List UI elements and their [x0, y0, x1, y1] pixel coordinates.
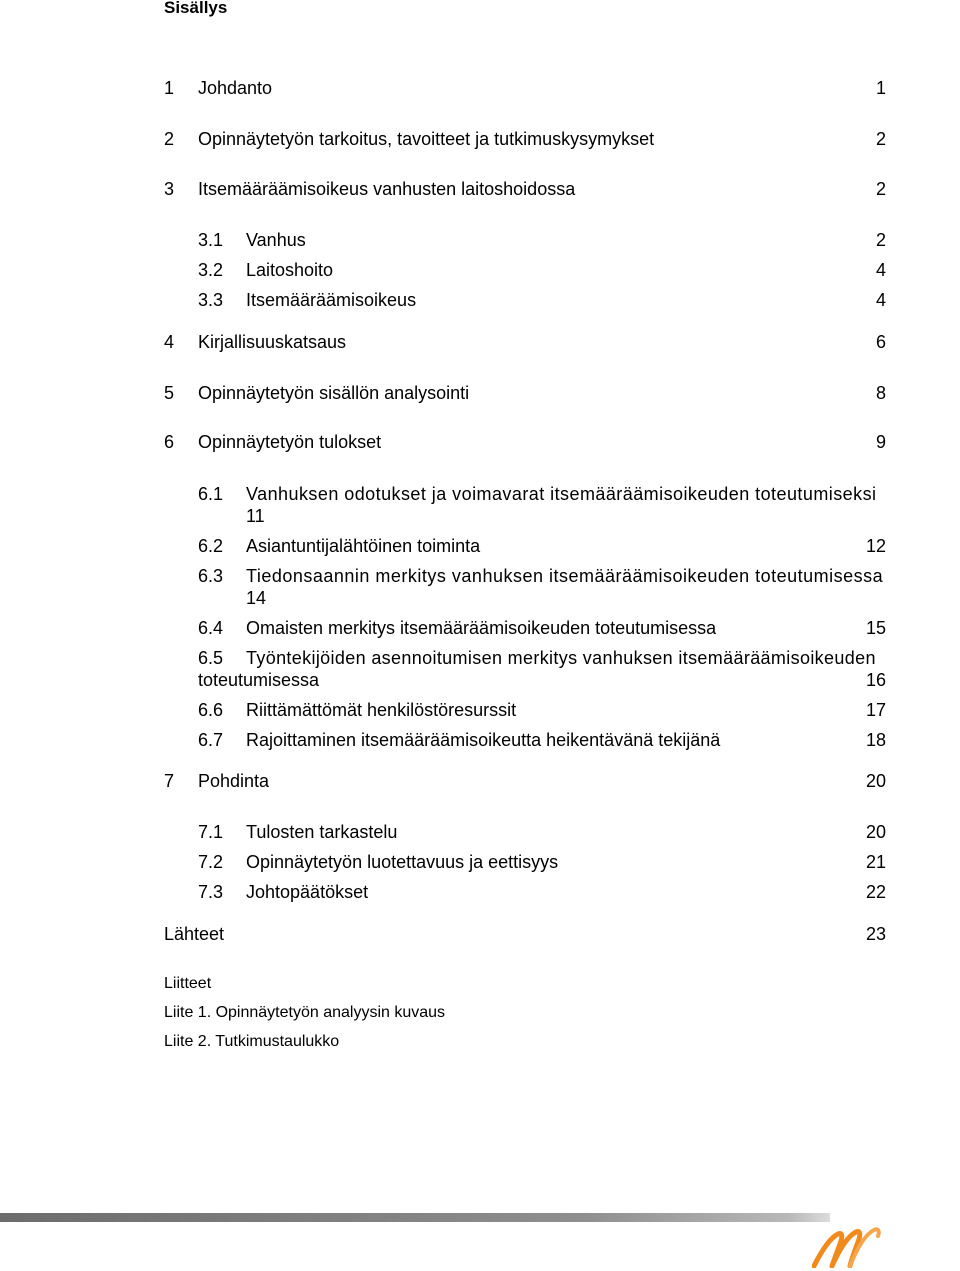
toc-entry-number: 3.2 — [198, 260, 224, 280]
toc-entry-number: 7.3 — [198, 882, 224, 902]
toc-entry-title: Työntekijöiden asennoitumisen merkitys vanhuksen itsemääräämisoikeuden — [246, 648, 876, 668]
toc-entry-number: 2 — [164, 129, 175, 149]
toc-entry-page: 20 — [865, 771, 886, 791]
toc-entry-number: 6 — [164, 432, 175, 452]
toc-entry-title: Riittämättömät henkilöstöresurssit — [246, 700, 517, 720]
toc-entry-number: 6.7 — [198, 730, 224, 750]
publisher-logo-icon — [812, 1222, 888, 1268]
toc-entry-title: Tulosten tarkastelu — [246, 822, 398, 842]
appendix-item[interactable]: Liite 1. Opinnäytetyön analyysin kuvaus — [164, 1004, 446, 1021]
toc-entry-page: 4 — [875, 290, 886, 310]
toc-entry-number: 3.3 — [198, 290, 224, 310]
toc-entry-title: Rajoittaminen itsemääräämisoikeutta heikentävänä tekijänä — [246, 730, 721, 750]
toc-heading: Sisällys — [164, 0, 228, 17]
footer-bar — [0, 1213, 830, 1222]
toc-subentry[interactable] — [0, 484, 960, 528]
toc-entry-number: 6.6 — [198, 700, 224, 720]
toc-entry-number: 6.2 — [198, 536, 224, 556]
toc-entry-title: Itsemääräämisoikeus vanhusten laitoshoidossa — [198, 179, 576, 199]
toc-entry-title: Lähteet — [164, 924, 225, 944]
toc-entry-title: Omaisten merkitys itsemääräämisoikeuden toteutumisessa — [246, 618, 717, 638]
toc-entry-page: 12 — [865, 536, 886, 556]
toc-entry-page: 2 — [875, 129, 886, 149]
toc-entry-number: 1 — [164, 78, 175, 98]
toc-entry-page: 16 — [865, 670, 886, 690]
toc-entry-page: 8 — [875, 383, 886, 403]
toc-entry-title-continued: toteutumisessa — [198, 670, 320, 690]
toc-entry-page: 21 — [865, 852, 886, 872]
appendix-item[interactable]: Liite 2. Tutkimustaulukko — [164, 1033, 340, 1050]
toc-entry-title: Johtopäätökset — [246, 882, 369, 902]
toc-entry-number: 5 — [164, 383, 175, 403]
toc-entry-title: Pohdinta — [198, 771, 270, 791]
toc-entry-page: 20 — [865, 822, 886, 842]
toc-entry-page: 15 — [865, 618, 886, 638]
toc-entry-page: 22 — [865, 882, 886, 902]
toc-entry-page: 9 — [875, 432, 886, 452]
toc-entry-number: 6.4 — [198, 618, 224, 638]
toc-entry-page: 17 — [865, 700, 886, 720]
toc-entry-page: 18 — [865, 730, 886, 750]
toc-entry-page: 4 — [875, 260, 886, 280]
toc-entry-title: Laitoshoito — [246, 260, 334, 280]
toc-entry-number: 7.1 — [198, 822, 224, 842]
toc-entry-title: Kirjallisuuskatsaus — [198, 332, 347, 352]
toc-entry-number: 3.1 — [198, 230, 224, 250]
toc-entry-number: 6.3 — [198, 566, 224, 586]
toc-entry-title: Opinnäytetyön luotettavuus ja eettisyys — [246, 852, 559, 872]
toc-entry-page: 23 — [865, 924, 886, 944]
toc-entry-title: Vanhus — [246, 230, 306, 250]
toc-entry-page: 2 — [875, 179, 886, 199]
toc-entry-number: 6.5 — [198, 648, 224, 668]
toc-entry-number: 4 — [164, 332, 175, 352]
toc-entry-page: 6 — [875, 332, 886, 352]
toc-entry-page: 11 — [246, 506, 265, 526]
toc-entry-title: Tiedonsaannin merkitys vanhuksen itsemääräämisoikeuden toteutumisessa — [246, 566, 884, 586]
appendices-heading: Liitteet — [164, 975, 212, 992]
toc-entry-title: Johdanto — [198, 78, 273, 98]
toc-entry-page: 14 — [246, 588, 267, 608]
toc-entry-title: Itsemääräämisoikeus — [246, 290, 417, 310]
toc-entry-title: Vanhuksen odotukset ja voimavarat itsemääräämisoikeuden toteutumiseksi — [246, 484, 877, 504]
toc-entry-number: 3 — [164, 179, 175, 199]
toc-entry-title: Asiantuntijalähtöinen toiminta — [246, 536, 481, 556]
toc-subentry[interactable] — [0, 566, 960, 610]
toc-entry-page: 2 — [875, 230, 886, 250]
toc-entry-title: Opinnäytetyön sisällön analysointi — [198, 383, 470, 403]
toc-entry-title: Opinnäytetyön tarkoitus, tavoitteet ja tutkimuskysymykset — [198, 129, 655, 149]
toc-entry-page: 1 — [875, 78, 886, 98]
toc-subentry[interactable] — [0, 648, 960, 692]
toc-entry-number: 7.2 — [198, 852, 224, 872]
toc-entry-number: 6.1 — [198, 484, 224, 504]
toc-entry-number: 7 — [164, 771, 175, 791]
toc-entry-title: Opinnäytetyön tulokset — [198, 432, 382, 452]
